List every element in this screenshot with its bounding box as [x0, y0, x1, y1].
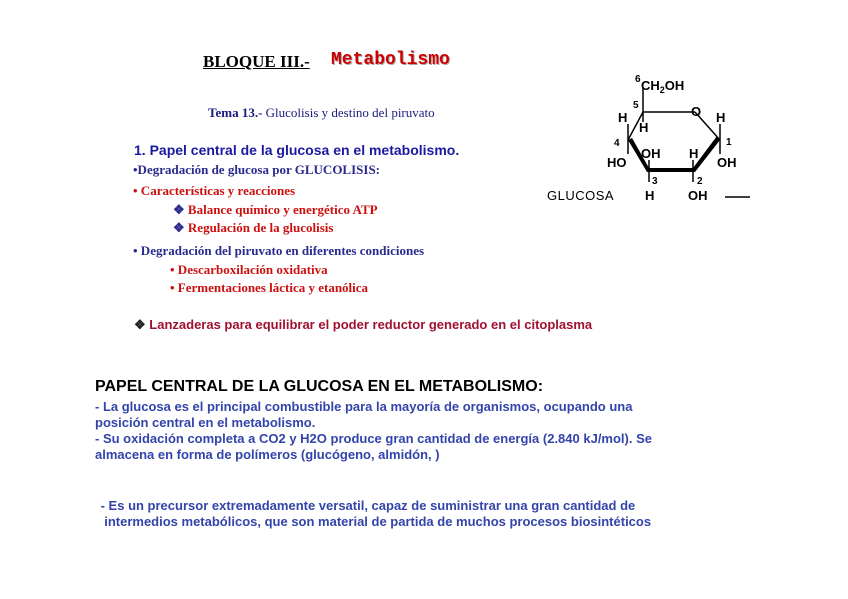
oh-c3-up: OH: [641, 146, 661, 161]
sub-item-balance: [173, 202, 378, 218]
lanzaderas-text: Lanzaderas para equilibrar el poder reductor generado en el citoplasma: [149, 317, 593, 332]
metabolismo-title: Metabolismo: [331, 50, 450, 70]
glucosa-label: GLUCOSA: [547, 188, 615, 203]
h-c4-top: H: [618, 110, 628, 125]
glucose-structure: [595, 72, 755, 212]
degradacion-piruvato: • Degradación del piruvato en diferentes condiciones: [133, 243, 425, 258]
tema-text: Glucolisis y destino del piruvato: [265, 105, 435, 120]
ring-oxygen: O: [691, 104, 702, 119]
c2-number: 2: [697, 176, 703, 187]
para-line-4: almacena en forma de polímeros (glucógeno, almidón, ): [95, 447, 440, 462]
ring-bonds: [628, 88, 750, 197]
bloque-title: BLOQUE III.-: [203, 52, 310, 71]
para-line-2: posición central en el metabolismo.: [95, 415, 316, 430]
ch2oh-label: $CH_2OH$: [641, 78, 685, 95]
sub-item-text: Balance químico y energético ATP: [187, 202, 378, 217]
sub-item-fermentaciones: • Fermentaciones láctica y etanólica: [170, 280, 369, 295]
c4-number: 4: [614, 138, 620, 149]
h-c2-up: H: [689, 146, 699, 161]
lanzaderas-item: [134, 317, 592, 333]
oh-c2-down: OH: [688, 188, 708, 203]
diamond-bullet-icon: ❖: [173, 220, 185, 235]
sub-item-regulacion: [173, 220, 333, 236]
diamond-bullet-icon: ❖: [173, 202, 185, 217]
sub-item-text: Regulación de la glucolisis: [187, 220, 334, 235]
para-line-3: - Su oxidación completa a CO2 y H2O produce gran cantidad de energía (2.840 kJ/mol). Se: [95, 431, 652, 446]
c6-number: 6: [635, 74, 641, 85]
h-c3-down: H: [645, 188, 655, 203]
tema-label: Tema 13.-: [208, 105, 263, 120]
sub-item-descarboxilacion: • Descarboxilación oxidativa: [170, 262, 328, 277]
section2-heading: PAPEL CENTRAL DE LA GLUCOSA EN EL METABOLISMO:: [95, 378, 544, 395]
para-line-1: - La glucosa es el principal combustible para la mayoría de organismos, ocupando una: [95, 399, 633, 414]
c3-number: 3: [652, 176, 658, 187]
tema-line: [208, 105, 435, 121]
c5-number: 5: [633, 100, 639, 111]
oh-c1: OH: [717, 155, 737, 170]
ho-c4: HO: [607, 155, 627, 170]
c1-number: 1: [726, 137, 732, 148]
h-c1: H: [716, 110, 726, 125]
para2-line-2: intermedios metabólicos, que son material de partida de muchos procesos biosintéticos: [97, 514, 652, 529]
degradacion-glucosa: •Degradación de glucosa por GLUCOLISIS:: [133, 162, 381, 177]
caracteristicas-item: • Características y reacciones: [133, 183, 296, 198]
h-c5: H: [639, 120, 649, 135]
section1-heading: 1. Papel central de la glucosa en el metabolismo.: [134, 142, 460, 158]
para2-line-1: - Es un precursor extremadamente versatil, capaz de suministrar una gran cantidad de: [97, 498, 636, 513]
diamond-bullet-icon: ❖: [134, 317, 146, 332]
